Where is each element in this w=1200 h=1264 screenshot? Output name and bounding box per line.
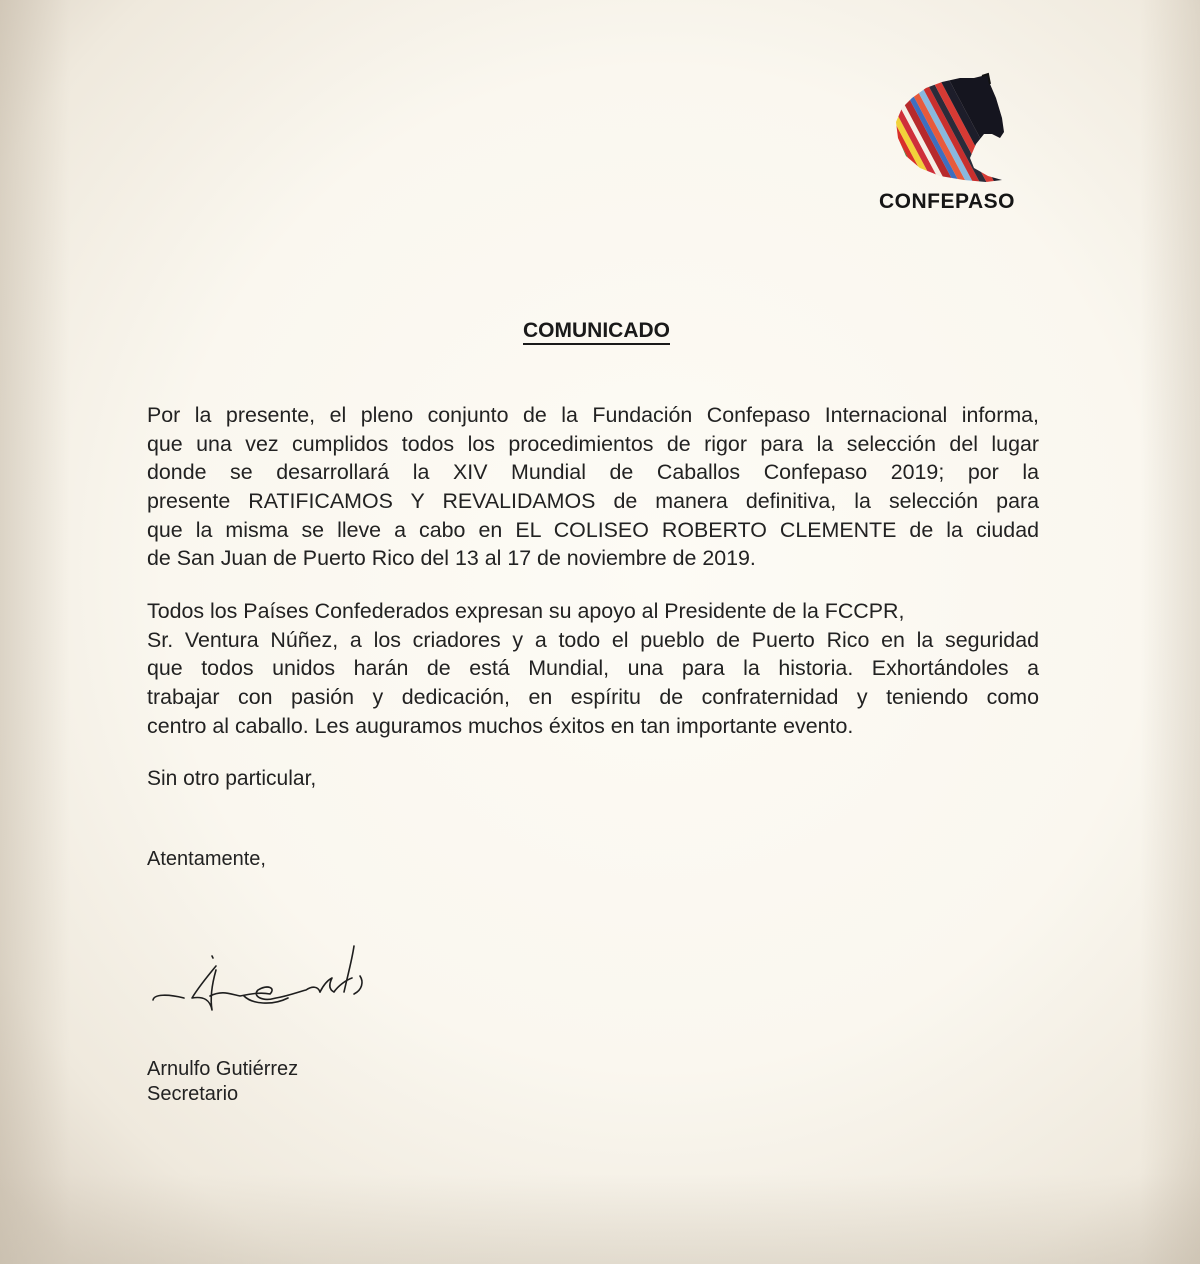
document-title-text: COMUNICADO (523, 319, 670, 345)
paragraph-line: que la misma se lleve a cabo en EL COLISEO ROBERTO CLEMENTE de la ciudad (147, 517, 1039, 542)
closing-line: Sin otro particular, (147, 767, 317, 790)
paragraph-line: Todos los Países Confederados expresan su apoyo al Presidente de la FCCPR, (147, 599, 905, 623)
paragraph-line: trabajar con pasión y dedicación, en espíritu de confraternidad y teniendo como (147, 685, 1039, 710)
signature-scribble (148, 940, 368, 1020)
photo-vignette-right (1140, 0, 1200, 1264)
photo-vignette-bottom (0, 1174, 1200, 1264)
confepaso-logo (862, 72, 1032, 222)
paragraph-line: donde se desarrollará la XIV Mundial de Caballos Confepaso 2019; por la (147, 460, 1039, 485)
signer-block (147, 1057, 298, 1107)
signer-name: Arnulfo Gutiérrez (147, 1058, 299, 1080)
striped-horse-head-icon (884, 72, 1014, 190)
handwritten-signature (148, 940, 368, 1020)
signer-role: Secretario (147, 1083, 239, 1105)
photo-vignette-left (0, 0, 70, 1264)
paragraph-line: de San Juan de Puerto Rico del 13 al 17 de noviembre de 2019. (147, 546, 756, 571)
paragraph-1 (147, 401, 1039, 573)
paragraph-line: presente RATIFICAMOS Y REVALIDAMOS de manera definitiva, la selección para (147, 489, 1039, 514)
logo-wordmark: CONFEPASO (879, 190, 1015, 213)
paragraph-2 (147, 597, 1039, 740)
paragraph-line: Sr. Ventura Núñez, a los criadores y a todo el pueblo de Puerto Rico en la seguridad (147, 627, 1039, 652)
paragraph-line: centro al caballo. Les auguramos muchos éxitos en tan importante evento. (147, 713, 854, 738)
paragraph-line: que todos unidos harán de está Mundial, una para la historia. Exhortándoles a (147, 656, 1039, 681)
salutation: Atentamente, (147, 848, 266, 870)
document-title (0, 319, 1200, 343)
paragraph-line: Por la presente, el pleno conjunto de la Fundación Confepaso Internacional informa, (147, 403, 1039, 427)
paragraph-line: que una vez cumplidos todos los procedimientos de rigor para la selección del lugar (147, 431, 1039, 456)
